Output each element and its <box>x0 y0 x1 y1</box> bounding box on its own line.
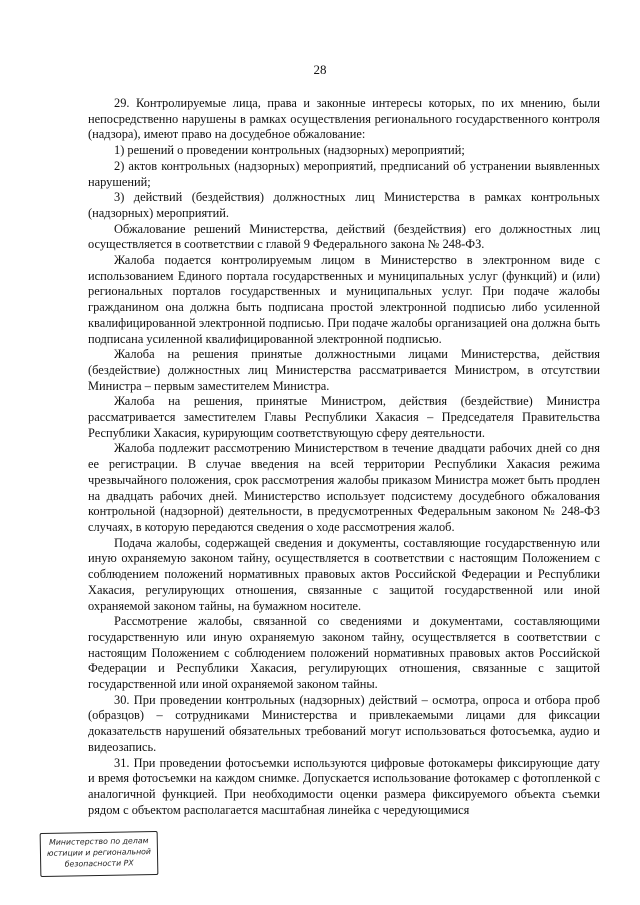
paragraph: Обжалование решений Министерства, действий (бездействия) его должностных лиц осуществляется в соответствии с главой 9 Федерального закона № 248-ФЗ. <box>88 221 600 252</box>
registration-stamp <box>40 831 159 877</box>
paragraph: 30. При проведении контрольных (надзорных) действий – осмотра, опроса и отбора проб (образцов) – сотрудниками Министерства и привлекаемыми лицами для фиксации доказательств нарушений обязательных требований могут использоваться фотосъемка, аудио и видеозапись. <box>88 692 600 754</box>
paragraph: 3) действий (бездействия) должностных лиц Министерства в рамках контрольных (надзорных) мероприятий. <box>88 190 600 220</box>
paragraph: Подача жалобы, содержащей сведения и документы, составляющие государственную или иную охраняемую законом тайну, осуществляется в соответствии с настоящим Положением с соблюдением положений нормативных правовых актов Российской Федерации и Республики Хакасия, регулирующих отношения, связанные с защитой государственной или иной охраняемой законом тайны, на бумажном носителе. <box>88 535 600 613</box>
document-body <box>88 96 600 818</box>
paragraph: Рассмотрение жалобы, связанной со сведениями и документами, составляющими государственную или иную охраняемую законом тайну, осуществляется в соответствии с настоящим Положением с соблюдением положений нормативных правовых актов Российской Федерации и Республики Хакасия, регулирующих отношения, связанные с защитой государственной или иной охраняемой законом тайны. <box>88 614 600 692</box>
paragraph: 1) решений о проведении контрольных (надзорных) мероприятий; <box>114 143 465 158</box>
paragraph: 2) актов контрольных (надзорных) мероприятий, предписаний об устранении выявленных нарушений; <box>88 158 600 189</box>
stamp-line: Министерство по делам <box>49 836 149 847</box>
paragraph: Жалоба на решения принятые должностными лицами Министерства, действия (бездействие) должностных лиц Министерства рассматривается Министром, в отсутствии Министра – первым заместителем Министра. <box>88 347 600 393</box>
paragraph: 29. Контролируемые лица, права и законные интересы которых, по их мнению, были непосредственно нарушены в рамках осуществления регионального государственного контроля (надзора), имеют право на досудебное обжалование: <box>88 96 600 142</box>
page-number: 28 <box>313 62 327 77</box>
paragraph: Жалоба на решения, принятые Министром, действия (бездействие) Министра рассматривается заместителем Главы Республики Хакасия – Председателя Правительства Республики Хакасия, курирующим соответствующую сферу деятельности. <box>88 394 600 440</box>
paragraph: Жалоба подлежит рассмотрению Министерством в течение двадцати рабочих дней со дня ее регистрации. В случае введения на всей территории Республики Хакасия режима чрезвычайного положения, срок рассмотрения жалобы приказом Министра может быть продлен на двадцать рабочих дней. Министерство использует подсистему досудебного обжалования контрольной (надзорной) деятельности, в предусмотренных Федеральным законом № 248-ФЗ случаях, в которую передаются сведения о ходе рассмотрения жалоб. <box>88 441 600 534</box>
paragraph: Жалоба подается контролируемым лицом в Министерство в электронном виде с использованием Единого портала государственных и муниципальных услуг (функций) и (или) региональных порталов государственных и муниципальных услуг. При подаче жалобы гражданином она должна быть подписана простой электронной подписью либо усиленной квалифицированной электронной подписью. При подаче жалобы организацией она должна быть подписана усиленной квалифицированной электронной подписью. <box>88 253 600 346</box>
paragraph: 31. При проведении фотосъемки используются цифровые фотокамеры фиксирующие дату и время фотосъемки на каждом снимке. Допускается использование фотокамер с фотопленкой с аналогичной функцией. При необходимости оценки размера фиксируемого объекта съемки рядом с объектом располагается масштабная линейка с чередующимися <box>88 755 600 817</box>
stamp-line: безопасности РХ <box>64 858 134 869</box>
stamp-line: юстиции и региональной <box>46 847 152 858</box>
